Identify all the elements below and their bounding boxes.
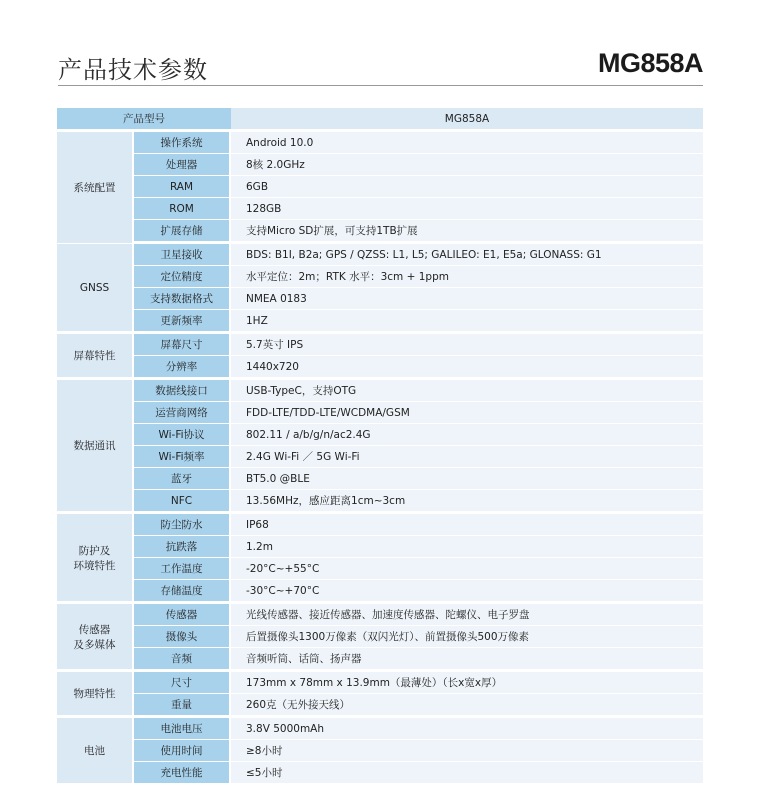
table-row — [57, 310, 703, 334]
row-label: ROM — [134, 198, 231, 220]
category-cell: 屏幕特性 — [57, 334, 134, 380]
table-row — [57, 604, 703, 626]
category-line: 环境特性 — [73, 559, 116, 572]
row-label: 操作系统 — [134, 132, 231, 154]
model-title: MG858A — [597, 48, 703, 78]
row-value: 支持Micro SD扩展，可支持1TB扩展 — [231, 220, 703, 244]
row-value: 6GB — [231, 176, 703, 198]
row-label: 更新频率 — [134, 310, 231, 334]
category-line: 防护及 — [78, 544, 111, 557]
table-row — [57, 288, 703, 310]
head-value: MG858A — [231, 108, 703, 132]
table-row — [57, 446, 703, 468]
row-label: 定位精度 — [134, 266, 231, 288]
page-title: 产品技术参数 — [58, 56, 208, 84]
table-row — [57, 334, 703, 356]
category-cell: 数据通讯 — [57, 380, 134, 514]
row-value: IP68 — [231, 514, 703, 536]
table-row — [57, 648, 703, 672]
category-cell: GNSS — [57, 244, 134, 334]
row-label: 数据线接口 — [134, 380, 231, 402]
table-row — [57, 380, 703, 402]
row-label: 传感器 — [134, 604, 231, 626]
table-header-row — [57, 108, 703, 132]
row-value: 1HZ — [231, 310, 703, 334]
table-row — [57, 490, 703, 514]
row-label: 使用时间 — [134, 740, 231, 762]
row-value: 8核 2.0GHz — [231, 154, 703, 176]
row-value: -30°C~+70°C — [231, 580, 703, 604]
table-row — [57, 580, 703, 604]
row-value: Android 10.0 — [231, 132, 703, 154]
table-row — [57, 740, 703, 762]
row-value: FDD-LTE/TDD-LTE/WCDMA/GSM — [231, 402, 703, 424]
row-label: Wi-Fi协议 — [134, 424, 231, 446]
table-row — [57, 718, 703, 740]
row-value: 光线传感器、接近传感器、加速度传感器、陀螺仪、电子罗盘 — [231, 604, 703, 626]
row-label: RAM — [134, 176, 231, 198]
row-label: 扩展存储 — [134, 220, 231, 244]
row-label: 音频 — [134, 648, 231, 672]
table-row — [57, 154, 703, 176]
table-row — [57, 176, 703, 198]
table-row — [57, 762, 703, 784]
table-row — [57, 694, 703, 718]
category-line: 及多媒体 — [73, 638, 116, 651]
table-row — [57, 626, 703, 648]
row-label: 分辨率 — [134, 356, 231, 380]
table-row — [57, 558, 703, 580]
row-value: 128GB — [231, 198, 703, 220]
row-label: 屏幕尺寸 — [134, 334, 231, 356]
row-label: 运营商网络 — [134, 402, 231, 424]
row-label: 防尘防水 — [134, 514, 231, 536]
row-value: 音频听筒、话筒、扬声器 — [231, 648, 703, 672]
row-value: BDS: B1I, B2a; GPS / QZSS: L1, L5; GALILEO: E1, E5a; GLONASS: G1 — [231, 244, 703, 266]
row-value: ≥8小时 — [231, 740, 703, 762]
table-row — [57, 198, 703, 220]
head-label: 产品型号 — [57, 108, 231, 132]
row-label: 工作温度 — [134, 558, 231, 580]
row-value: 173mm x 78mm x 13.9mm（最薄处）（长x宽x厚） — [231, 672, 703, 694]
row-value: -20°C~+55°C — [231, 558, 703, 580]
category-line: 传感器 — [78, 623, 111, 636]
category-cell: 电池 — [57, 718, 134, 784]
row-value: ≤5小时 — [231, 762, 703, 784]
table-row — [57, 266, 703, 288]
row-value: 802.11 / a/b/g/n/ac2.4G — [231, 424, 703, 446]
row-label: 卫星接收 — [134, 244, 231, 266]
row-label: 充电性能 — [134, 762, 231, 784]
row-label: 摄像头 — [134, 626, 231, 648]
table-row — [57, 132, 703, 154]
row-value: 260克（无外接天线） — [231, 694, 703, 718]
row-label: 处理器 — [134, 154, 231, 176]
table-row — [57, 536, 703, 558]
table-row — [57, 672, 703, 694]
header-divider — [58, 85, 703, 86]
row-label: Wi-Fi频率 — [134, 446, 231, 468]
row-value: 13.56MHz，感应距离1cm~3cm — [231, 490, 703, 514]
row-label: 抗跌落 — [134, 536, 231, 558]
row-label: 电池电压 — [134, 718, 231, 740]
table-row — [57, 244, 703, 266]
category-cell — [57, 604, 134, 672]
row-value: 水平定位：2m；RTK 水平：3cm + 1ppm — [231, 266, 703, 288]
row-label: 重量 — [134, 694, 231, 718]
table-row — [57, 514, 703, 536]
row-value: BT5.0 @BLE — [231, 468, 703, 490]
row-value: USB-TypeC，支持OTG — [231, 380, 703, 402]
row-value: NMEA 0183 — [231, 288, 703, 310]
row-label: 存储温度 — [134, 580, 231, 604]
spec-table — [57, 108, 703, 784]
row-value: 1440x720 — [231, 356, 703, 380]
row-value: 3.8V 5000mAh — [231, 718, 703, 740]
category-cell — [57, 514, 134, 604]
table-row — [57, 424, 703, 446]
row-value: 2.4G Wi-Fi ／ 5G Wi-Fi — [231, 446, 703, 468]
table-row — [57, 468, 703, 490]
category-cell: 系统配置 — [57, 132, 134, 244]
row-value: 1.2m — [231, 536, 703, 558]
category-cell: 物理特性 — [57, 672, 134, 718]
row-value: 后置摄像头1300万像素（双闪光灯）、前置摄像头500万像素 — [231, 626, 703, 648]
row-value: 5.7英寸 IPS — [231, 334, 703, 356]
row-label: 尺寸 — [134, 672, 231, 694]
row-label: NFC — [134, 490, 231, 514]
table-row — [57, 220, 703, 244]
row-label: 蓝牙 — [134, 468, 231, 490]
table-row — [57, 402, 703, 424]
row-label: 支持数据格式 — [134, 288, 231, 310]
table-row — [57, 356, 703, 380]
